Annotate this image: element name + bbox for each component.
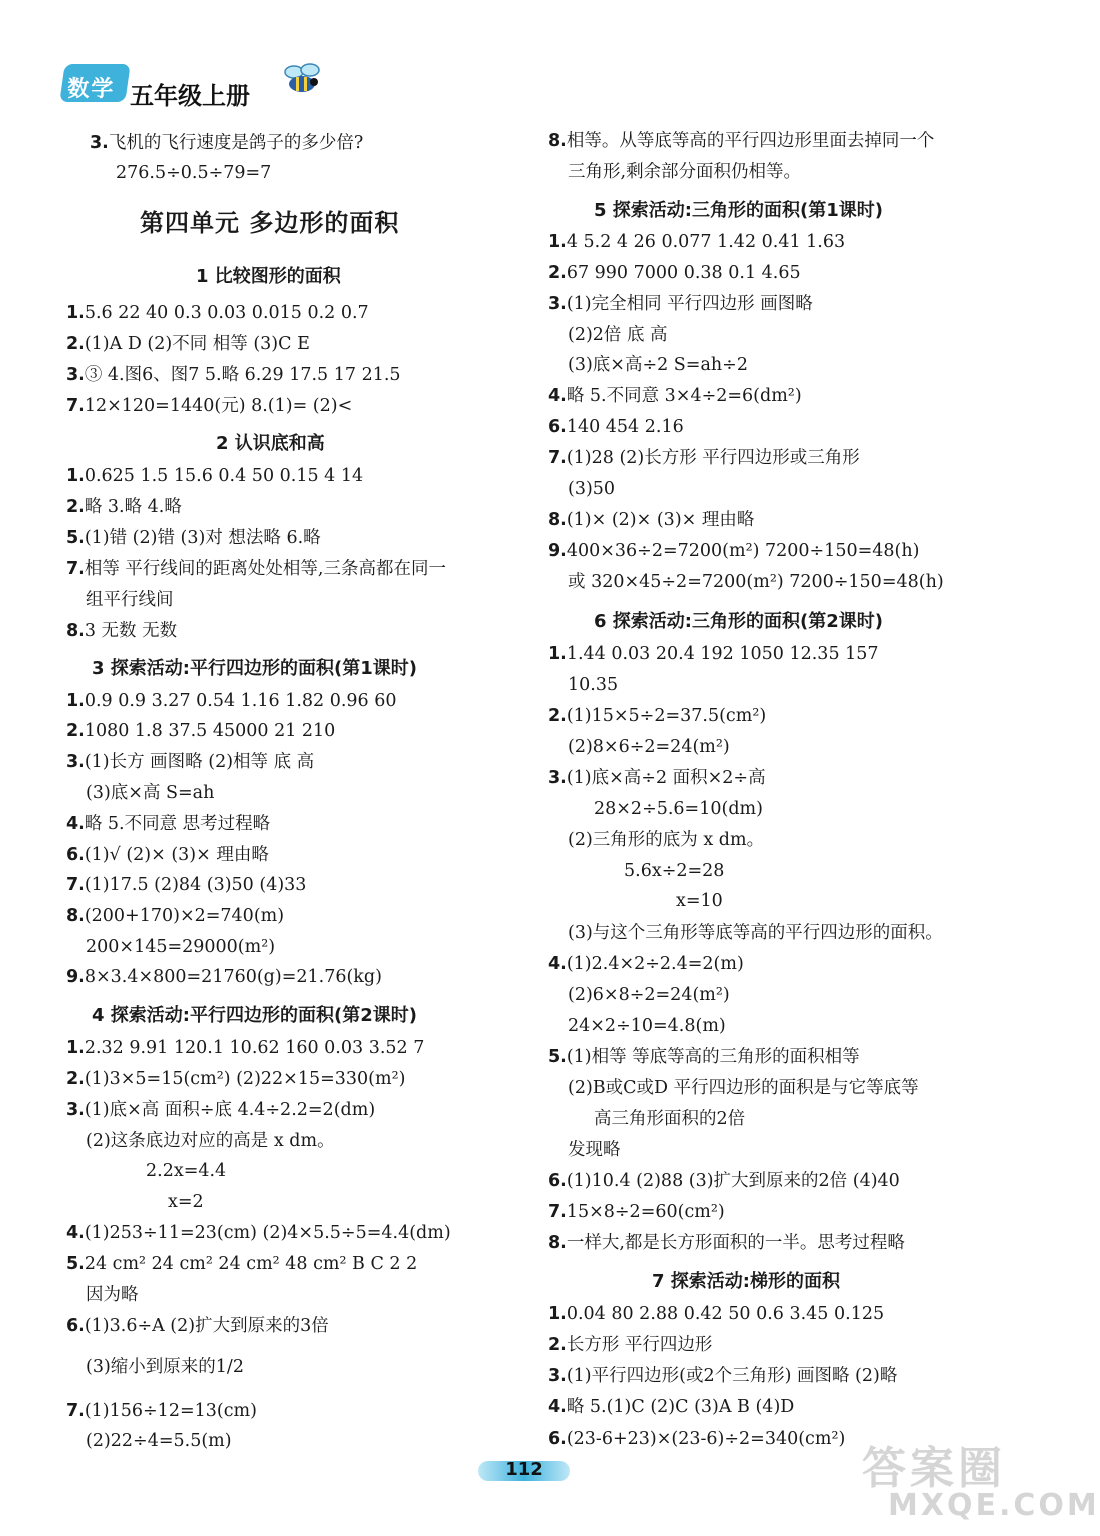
answer-text: 2.32 9.91 120.1 10.62 160 0.03 3.52 7 [84,1038,425,1058]
question-number: 2. [548,263,567,283]
answer-text: (2)这条底边对应的高是 x dm。 [86,1131,335,1151]
answer-line [548,385,802,407]
answer-line [66,527,321,549]
question-number: 2. [548,1335,567,1355]
answer-text: 15×8÷2=60(cm²) [566,1202,725,1222]
answer-text: 0.9 0.9 3.27 0.54 1.16 1.82 0.96 60 [84,691,397,711]
question-number: 6. [66,1316,85,1336]
answer-line [66,364,401,386]
question-number: 4. [548,954,567,974]
question-number: 3. [548,768,567,788]
answer-text: 略 3.略 4.略 [84,497,182,517]
question-number: 3. [548,1366,567,1386]
answer-line [548,509,754,531]
answer-text: (1)15×5÷2=37.5(cm²) [566,706,767,726]
page-number: 112 [505,1459,543,1480]
answer-line [66,558,446,580]
answer-text: 或 320×45÷2=7200(m²) 7200÷150=48(h) [568,572,944,592]
subject-badge [59,64,130,102]
answer-text: 略 5.(1)C (2)C (3)A B (4)D [566,1397,795,1417]
question-number: 8. [548,131,567,151]
answer-text: 飞机的飞行速度是鸽子的多少倍? [108,133,364,153]
answer-line [568,1015,726,1037]
question-number: 3. [66,752,85,772]
answer-text: (1)× (2)× (3)× 理由略 [566,510,755,530]
answer-line [86,589,174,611]
section-heading [92,654,417,680]
answer-line [548,293,813,315]
question-number: 4. [66,814,85,834]
answer-text: (1)156÷12=13(cm) [84,1401,257,1421]
answer-line [548,1303,884,1325]
answer-line [66,844,269,866]
question-number: 6. [548,417,567,437]
answer-line [66,1068,405,1090]
question-number: 2. [66,334,85,354]
answer-text: (2)2倍 底 高 [568,325,668,345]
question-number: 9. [66,967,85,987]
answer-text: 0.04 80 2.88 0.42 50 0.6 3.45 0.125 [566,1304,885,1324]
answer-text: x=2 [168,1192,204,1212]
section-heading [594,607,883,633]
question-number: 1. [548,232,567,252]
answer-line [568,478,615,500]
answer-line [548,416,684,438]
answer-line [568,674,618,696]
answer-text: 2 认识底和高 [216,433,325,454]
question-number: 2. [66,1069,85,1089]
answer-text: (3)底×高 S=ah [86,783,215,803]
question-number: 5. [548,1047,567,1067]
question-number: 7. [66,396,85,416]
section-heading [652,1267,840,1293]
answer-line [548,130,934,152]
answer-line [568,324,668,346]
answer-line [568,354,748,376]
answer-line [568,922,943,944]
answer-line [66,465,363,487]
question-number: 2. [66,497,85,517]
question-number: 6. [66,845,85,865]
answer-line [66,690,397,712]
answer-text: 5.6x÷2=28 [624,861,725,881]
answer-line [66,751,314,773]
watermark-line-2: MXQE.COM [888,1488,1100,1523]
answer-text: 发现略 [568,1140,621,1160]
answer-text: 略 5.不同意 思考过程略 [84,814,271,834]
answer-line [66,620,177,642]
section-heading [216,429,325,455]
answer-line [66,333,310,355]
answer-text: (1)√ (2)× (3)× 理由略 [84,845,269,865]
answer-line [66,1222,451,1244]
answer-text: (1)2.4×2÷2.4=2(m) [566,954,744,974]
answer-line [548,767,766,789]
question-number: 2. [66,721,85,741]
answer-text: 第四单元 多边形的面积 [140,209,400,237]
question-number: 6. [548,1429,567,1449]
answer-text: (1)3×5=15(cm²) (2)22×15=330(m²) [84,1069,406,1089]
answer-text: (1)底×高 面积÷底 4.4÷2.2=2(dm) [84,1100,376,1120]
answer-text: (3)缩小到原来的1/2 [86,1357,244,1377]
answer-text: ③ 4.图6、图7 5.略 6.29 17.5 17 21.5 [84,365,401,385]
answer-line [568,1077,919,1099]
question-number: 1. [548,644,567,664]
answer-text: (23-6+23)×(23-6)÷2=340(cm²) [566,1429,846,1449]
answer-text: 3 无数 无数 [84,621,178,641]
section-heading [140,203,399,238]
answer-text: (1)253÷11=23(cm) (2)4×5.5÷5=4.4(dm) [84,1223,451,1243]
answer-text: 12×120=1440(元) 8.(1)= (2)< [84,396,353,416]
answer-line [676,890,723,912]
answer-text: 3 探索活动:平行四边形的面积(第1课时) [92,658,417,679]
answer-line [548,705,766,727]
question-number: 5. [66,1254,85,1274]
answer-text: 4 5.2 4 26 0.077 1.42 0.41 1.63 [566,232,846,252]
question-number: 3. [90,133,109,153]
question-number: 9. [548,541,567,561]
answer-text: (1)完全相同 平行四边形 画图略 [566,294,813,314]
question-number: 1. [66,303,85,323]
answer-text: 28×2÷5.6=10(dm) [594,799,763,819]
answer-text: (1)长方 画图略 (2)相等 底 高 [84,752,315,772]
answer-line [86,1130,335,1152]
question-number: 2. [548,706,567,726]
answer-text: 276.5÷0.5÷79=7 [116,163,272,183]
answer-text: 略 5.不同意 3×4÷2=6(dm²) [566,386,802,406]
answer-line [66,905,284,927]
answer-line [66,720,335,742]
question-number: 7. [66,875,85,895]
answer-line [86,936,275,958]
answer-text: (2)22÷4=5.5(m) [86,1431,232,1451]
answer-text: (1)17.5 (2)84 (3)50 (4)33 [84,875,307,895]
answer-line [548,1428,845,1450]
answer-line [66,1315,329,1337]
answer-line [66,874,306,896]
question-number: 7. [66,1401,85,1421]
answer-text: 4 探索活动:平行四边形的面积(第2课时) [92,1005,417,1026]
question-number: 8. [548,510,567,530]
answer-line [548,262,801,284]
page-header [62,62,342,110]
answer-text: 0.625 1.5 15.6 0.4 50 0.15 4 14 [84,466,364,486]
answer-line [548,1334,712,1356]
answer-line [66,496,182,518]
bee-icon [280,62,324,98]
question-number: 5. [66,528,85,548]
question-number: 1. [548,1304,567,1324]
answer-text: (1)3.6÷A (2)扩大到原来的3倍 [84,1316,329,1336]
answer-text: (1)错 (2)错 (3)对 想法略 6.略 [84,528,321,548]
answer-line [568,829,764,851]
answer-text: 相等 平行线间的距离处处相等,三条高都在同一 [84,559,446,579]
answer-text: 组平行线间 [86,590,174,610]
question-number: 1. [66,1038,85,1058]
answer-line [86,1284,139,1306]
question-number: 8. [66,906,85,926]
answer-line [548,1365,897,1387]
answer-text: 一样大,都是长方形面积的一半。思考过程略 [566,1233,905,1253]
watermark-line-1: 答案圈 [862,1443,1006,1494]
question-number: 3. [66,1100,85,1120]
page-number-badge [478,1458,570,1484]
answer-text: 24 cm² 24 cm² 24 cm² 48 cm² B C 2 2 [84,1254,418,1274]
answer-line [548,953,744,975]
answer-line [66,1037,424,1059]
answer-text: (2)8×6÷2=24(m²) [568,737,730,757]
answer-text: 长方形 平行四边形 [566,1335,713,1355]
answer-line [594,798,763,820]
answer-text: (3)与这个三角形等底等高的平行四边形的面积。 [568,923,943,943]
answer-text: 因为略 [86,1285,139,1305]
answer-text: (1)相等 等底等高的三角形的面积相等 [566,1047,860,1067]
answer-line [594,1108,745,1130]
answer-text: (1)平行四边形(或2个三角形) 画图略 (2)略 [566,1366,898,1386]
answer-line [86,782,214,804]
section-heading [196,262,341,288]
answer-line [86,1430,232,1452]
answer-text: 相等。从等底等高的平行四边形里面去掉同一个 [566,131,935,151]
grade-title: 五年级上册 [130,82,250,110]
answer-line [568,984,730,1006]
subject-badge-text: 数学 [67,77,116,102]
answer-line [66,1099,375,1121]
answer-line [86,1356,244,1378]
answer-text: 7 探索活动:梯形的面积 [652,1271,840,1292]
answer-line [548,1046,860,1068]
answer-line [116,162,271,184]
answer-text: (3)50 [568,479,616,499]
question-number: 4. [548,1397,567,1417]
answer-line [568,1139,621,1161]
answer-line [90,132,363,154]
answer-line [548,231,845,253]
answer-line [548,643,879,665]
answer-line [66,1253,417,1275]
question-number: 8. [66,621,85,641]
answer-line [66,813,270,835]
answer-text: 67 990 7000 0.38 0.1 4.65 [566,263,801,283]
answer-text: (2)6×8÷2=24(m²) [568,985,730,1005]
answer-text: 高三角形面积的2倍 [594,1109,746,1129]
question-number: 7. [548,448,567,468]
section-heading [92,1001,417,1027]
answer-text: 400×36÷2=7200(m²) 7200÷150=48(h) [566,541,920,561]
question-number: 1. [66,466,85,486]
section-heading [594,196,883,222]
answer-line [548,1201,725,1223]
question-number: 7. [548,1202,567,1222]
answer-text: (1)A D (2)不同 相等 (3)C E [84,334,310,354]
question-number: 4. [548,386,567,406]
answer-text: (2)三角形的底为 x dm。 [568,830,765,850]
answer-line [66,1400,257,1422]
watermark [858,1432,1100,1530]
answer-text: 6 探索活动:三角形的面积(第2课时) [594,611,883,632]
question-number: 7. [66,559,85,579]
question-number: 3. [66,365,85,385]
answer-line [568,161,801,183]
answer-line [568,736,730,758]
question-number: 8. [548,1233,567,1253]
answer-text: (2)B或C或D 平行四边形的面积是与它等底等 [568,1078,919,1098]
answer-line [66,966,382,988]
question-number: 1. [66,691,85,711]
answer-text: 1080 1.8 37.5 45000 21 210 [84,721,336,741]
answer-line [66,395,352,417]
answer-text: x=10 [676,891,723,911]
answer-text: (1)10.4 (2)88 (3)扩大到原来的2倍 (4)40 [566,1171,900,1191]
answer-line [624,860,724,882]
question-number: 6. [548,1171,567,1191]
answer-text: 三角形,剩余部分面积仍相等。 [568,162,802,182]
answer-text: (3)底×高÷2 S=ah÷2 [568,355,748,375]
answer-text: (1)28 (2)长方形 平行四边形或三角形 [566,448,860,468]
answer-text: 24×2÷10=4.8(m) [568,1016,726,1036]
answer-text: 8×3.4×800=21760(g)=21.76(kg) [84,967,382,987]
answer-line [548,1170,900,1192]
answer-line [168,1191,204,1213]
answer-text: 5 探索活动:三角形的面积(第1课时) [594,200,883,221]
answer-text: (1)底×高÷2 面积×2÷高 [566,768,766,788]
question-number: 4. [66,1223,85,1243]
answer-line [66,302,369,324]
answer-line [548,447,860,469]
answer-text: 140 454 2.16 [566,417,684,437]
question-number: 3. [548,294,567,314]
answer-text: (200+170)×2=740(m) [84,906,285,926]
answer-line [146,1160,226,1182]
answer-line [548,1396,794,1418]
answer-text: 5.6 22 40 0.3 0.03 0.015 0.2 0.7 [84,303,369,323]
answer-text: 1.44 0.03 20.4 192 1050 12.35 157 [566,644,879,664]
answer-line [548,540,919,562]
answer-text: 2.2x=4.4 [146,1161,227,1181]
answer-text: 1 比较图形的面积 [196,266,341,287]
answer-line [568,571,944,593]
answer-line [548,1232,905,1254]
answer-text: 10.35 [568,675,619,695]
answer-text: 200×145=29000(m²) [86,937,276,957]
